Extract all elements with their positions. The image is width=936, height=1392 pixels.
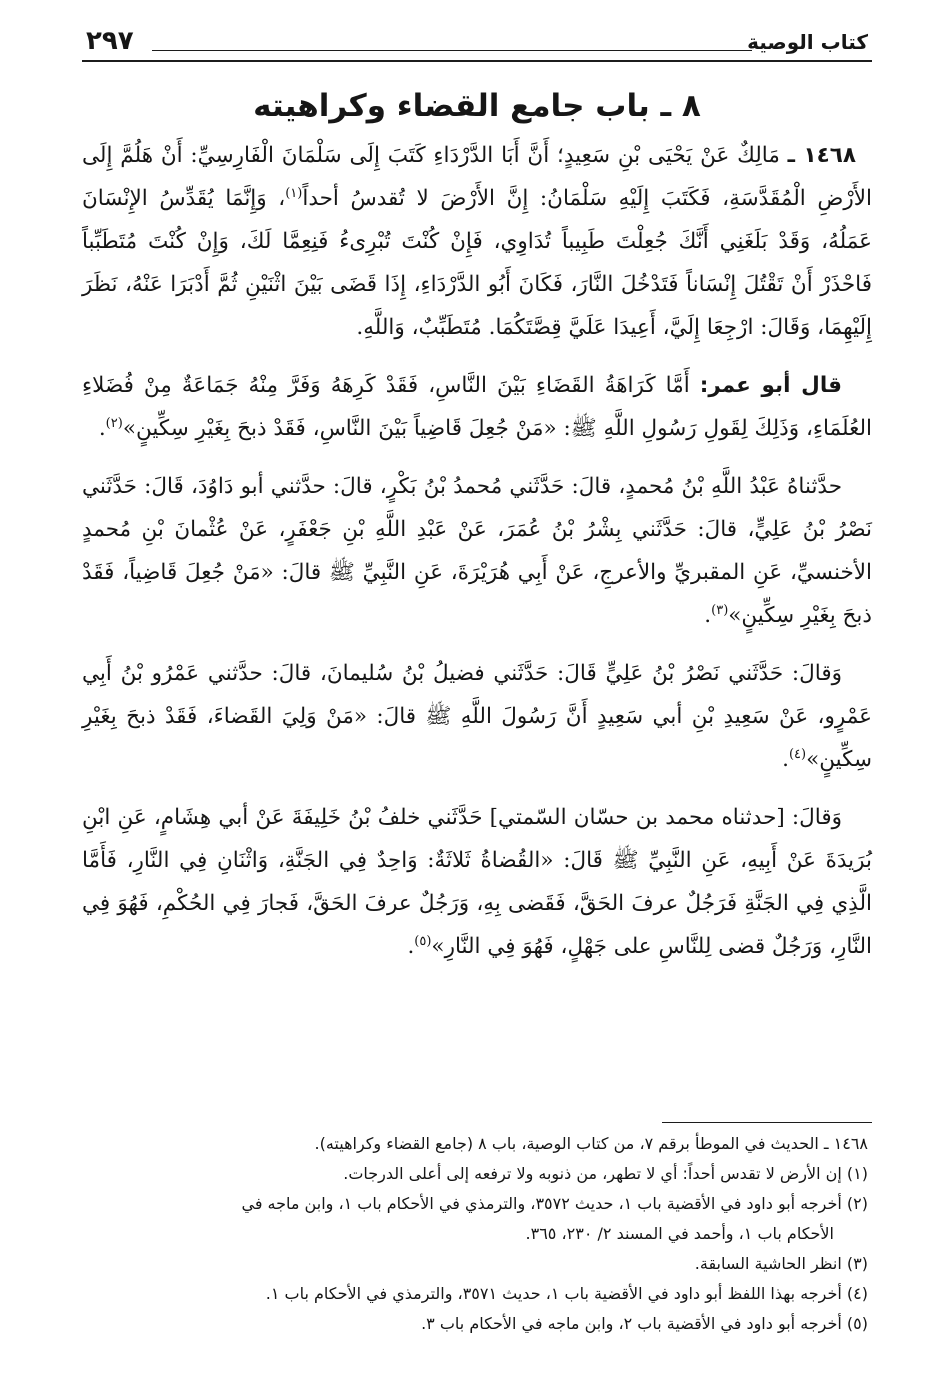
- footnote-ref: (٤): [788, 746, 807, 762]
- footnote-3: (٣) انظر الحاشية السابقة.: [694, 1254, 868, 1273]
- isnad-paragraph-3: [82, 796, 872, 968]
- footnote-2: (٢) أخرجه أبو داود في الأقضية باب ١، حديث ٣٥٧٢، والترمذي في الأحكام باب ١، وابن ماجه في: [241, 1194, 868, 1213]
- paragraph-text: .: [98, 416, 106, 441]
- footnote-hadith-source: ١٤٦٨ ـ الحديث في الموطأ برقم ٧، من كتاب الوصية، باب ٨ (جامع القضاء وكراهيته).: [314, 1134, 868, 1153]
- paragraph-text: مَالِكٌ عَنْ يَحْيَى بْنِ سَعِيدٍ؛ أَنَّ أَبَا الدَّرْدَاءِ كَتَبَ إِلَى سَلْمَانَ الْفَارِسِيِّ: أَنْ هَلُمَّ إِلَى الأَرْضِ الْمُقَدَّسَةِ، فَكَتَبَ إِلَيْهِ سَلْمَانُ: إِنَّ الأَرْضَ لا تُقدسُ أحداً: [82, 143, 872, 211]
- footnotes-section: [82, 1122, 872, 1339]
- paragraph-text: وَقالَ: حَدَّثَني نَصْرُ بْنُ عَلِيٍّ قَالَ: حَدَّثَني فضيلُ بْنُ سُليمانَ، قالَ: حدَّثني عَمْرُو بْنُ أَبِي عَمْرٍو، عَنْ سَعِيدِ بْنِ أبي سَعِيدٍ أَنَّ رَسُولَ اللَّهِ ﷺ قالَ: «مَنْ وَلِيَ القَضاءَ، فَقَدْ ذبحَ بِغَيْرِ سِكِّينٍ»: [82, 661, 872, 772]
- paragraph-text: ، وَإِنَّمَا يُقَدِّسُ الإِنْسَانَ عَمَلُهُ، وَقَدْ بَلَغَنِي أَنَّكَ جُعِلْتَ طَبِيباً تُدَاوِي، فَإِنْ كُنْتَ تُبْرِىءُ فَنِعِمَّا لَكَ، وَإِنْ كُنْتَ مُتَطَبِّباً فَاحْذَرْ أَنْ تَقْتُلَ إِنْسَاناً فَتَدْخُلَ النَّارَ، فَكَانَ أَبُو الدَّرْدَاءِ، إِذَا قَضَى بَيْنَ اثْنَيْنِ ثُمَّ أَدْبَرَا عَنْهُ، نَظَرَ إِلَيْهِمَا، وَقَالَ: ارْجِعَا إِلَيَّ، أَعِيدَا عَلَيَّ قِصَّتَكُمَا. مُتَطَبِّبٌ، وَاللَّهِ.: [82, 186, 872, 340]
- footnote-ref: (٥): [414, 933, 432, 949]
- header-rule: [152, 50, 752, 51]
- paragraph-text: وَقالَ: [حدثناه محمد بن حسّان السّمتي] حَدَّثَني خلفُ بْنُ خَلِيفَةَ عَنْ أبي هِشَامٍ، عَنِ ابْنِ بُرَيدَةَ عَنْ أَبِيهِ، عَنِ النَّبِيِّ ﷺ قَالَ: «القُضاةُ ثَلاثَةٌ: وَاحِدٌ فِي الجَنَّةِ، وَاثْنَانِ فِي النَّارِ، فَأَمَّا الَّذِي فِي الجَنَّةِ فَرَجُلٌ عرفَ الحَقَّ، فَقَضى بِهِ، وَرَجُلٌ عرفَ الحَقَّ، فَجارَ فِي الحُكْمِ، فَهُوَ فِي النَّارِ، وَرَجُلٌ قضى لِلنَّاسِ على جَهْلٍ، فَهُوَ فِي النَّارِ»: [82, 805, 872, 959]
- footnote-1: (١) إن الأرض لا تقدس أحداً: أي لا تطهر، من ذنوبه ولا ترفعه إلى أعلى الدرجات.: [343, 1164, 868, 1183]
- isnad-paragraph-1: [82, 465, 872, 637]
- footnote-separator: [662, 1122, 872, 1123]
- paragraph-text: .: [407, 934, 415, 959]
- page-number: ٢٩٧: [86, 26, 134, 56]
- footnote-ref: (٢): [105, 415, 123, 431]
- footnote-5: (٥) أخرجه أبو داود في الأقضية باب ٢، وابن ماجه في الأحكام باب ٣.: [421, 1314, 868, 1333]
- speaker-label: قال أبو عمر:: [699, 373, 842, 398]
- chapter-heading: ٨ ـ باب جامع القضاء وكراهيته: [253, 88, 701, 124]
- paragraph-text: حدَّثناهُ عَبْدُ اللَّهِ بْنُ مُحمدٍ، قالَ: حَدَّثَني مُحمدُ بْنُ بَكْرٍ، قالَ: حدَّثني أبو دَاوُدَ، قَالَ: حَدَّثَني نَصْرُ بْنُ عَلِيٍّ، قالَ: حَدَّثَني بِشْرُ بْنُ عُمَرَ، عَنْ عَبْدِ اللَّهِ بْنِ جَعْفَرٍ، عَنْ عُثْمانَ بْنِ مُحمدٍ الأخنسيِّ، عَنِ المقبريِّ والأعرجِ، عَنْ أَبِي هُرَيْرَةَ، عَنِ النَّبِيِّ ﷺ قالَ: «مَنْ جُعِلَ قَاضِياً، فَقَدْ ذبحَ بِغَيْرِ سِكِّينٍ»: [82, 474, 872, 628]
- running-header: [82, 26, 872, 62]
- footnote-ref: (١): [285, 185, 303, 201]
- main-text: [82, 134, 872, 968]
- book-page: [82, 26, 872, 1366]
- book-title: كتاب الوصية: [747, 30, 868, 54]
- footnote-2-continued: الأحكام باب ١، وأحمد في المسند ٢/ ٢٣٠، ٣٦٥.: [525, 1224, 834, 1243]
- paragraph-text: أَمَّا كَرَاهَةُ القَضَاءِ بَيْنَ النَّاسِ، فَقَدْ كَرِهَهُ وَفَرَّ مِنْهُ جَمَاعَةٌ مِنْ فُضَلاءِ العُلَمَاءِ، وَذَلِكَ لِقَولِ رَسُولِ اللَّهِ ﷺ: «مَنْ جُعِلَ قَاضِياً بَيْنَ النَّاسِ، فَقَدْ ذبحَ بِغَيْرِ سِكِّينٍ»: [82, 373, 872, 441]
- paragraph-text: .: [704, 603, 712, 628]
- paragraph-text: .: [782, 747, 789, 772]
- isnad-paragraph-2: [82, 652, 872, 781]
- footnote-4: (٤) أخرجه بهذا اللفظ أبو داود في الأقضية باب ١، حديث ٣٥٧١، والترمذي في الأحكام باب ١.: [265, 1284, 868, 1303]
- commentary-paragraph: [82, 364, 872, 450]
- footnote-ref: (٣): [711, 602, 729, 618]
- hadith-number: ١٤٦٨ ـ: [787, 143, 856, 168]
- hadith-paragraph-1468: [82, 134, 872, 349]
